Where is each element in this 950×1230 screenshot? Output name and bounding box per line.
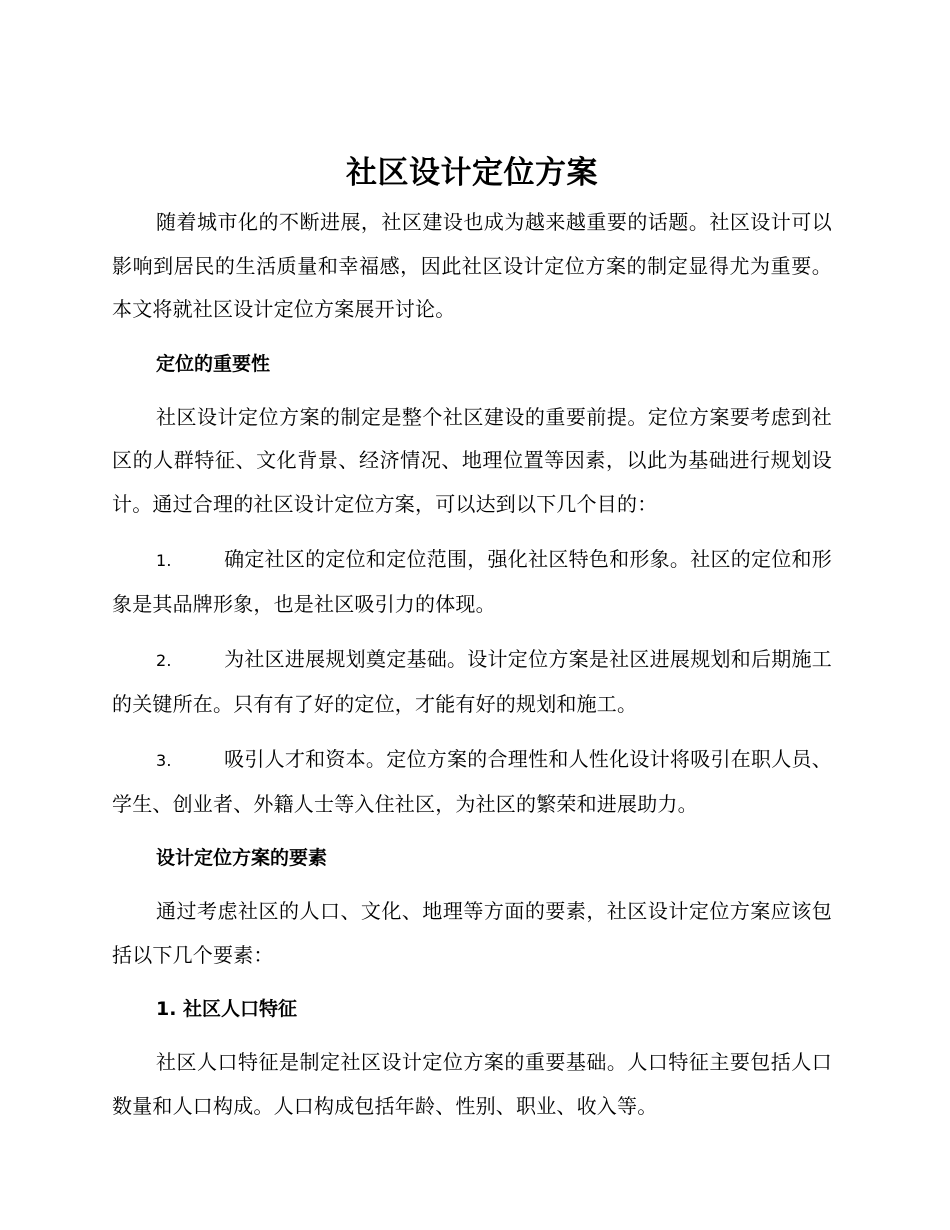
- list-item-text: 为社区进展规划奠定基础。设计定位方案是社区进展规划和后期施工的关键所在。只有有了好的定位，才能有好的规划和施工。: [112, 647, 832, 716]
- population-paragraph: 社区人口特征是制定社区设计定位方案的重要基础。人口特征主要包括人口数量和人口构成。人口构成包括年龄、性别、职业、收入等。: [112, 1050, 832, 1118]
- document-title: 社区设计定位方案: [346, 155, 598, 191]
- list-item-number: 3.: [156, 751, 172, 770]
- section-heading-importance: 定位的重要性: [156, 352, 271, 375]
- spacer: [112, 977, 832, 987]
- list-item-text: 吸引人才和资本。定位方案的合理性和人性化设计将吸引在职人员、学生、创业者、外籍人士等入住社区，为社区的繁荣和进展助力。: [112, 747, 832, 816]
- section-heading-population: 1. 社区人口特征: [156, 998, 298, 1020]
- spacer: [112, 1031, 832, 1041]
- list-item: [112, 738, 832, 826]
- list-item: [112, 538, 832, 626]
- list-item-number: 2.: [156, 651, 172, 670]
- spacer: [112, 880, 832, 890]
- elements-paragraph: 通过考虑社区的人口、文化、地理等方面的要素，社区设计定位方案应该包括以下几个要素：: [112, 899, 832, 967]
- spacer: [112, 332, 832, 342]
- list-item-number: 1.: [156, 551, 172, 570]
- intro-paragraph: 随着城市化的不断进展，社区建设也成为越来越重要的话题。社区设计可以影响到居民的生活质量和幸福感，因此社区设计定位方案的制定显得尤为重要。本文将就社区设计定位方案展开讨论。: [112, 210, 832, 321]
- list-item-text: 确定社区的定位和定位范围，强化社区特色和形象。社区的定位和形象是其品牌形象，也是社区吸引力的体现。: [112, 547, 832, 616]
- importance-paragraph: 社区设计定位方案的制定是整个社区建设的重要前提。定位方案要考虑到社区的人群特征、文化背景、经济情况、地理位置等因素，以此为基础进行规划设计。通过合理的社区设计定位方案，可以达到以下几个目的：: [112, 404, 832, 516]
- spacer: [112, 826, 832, 836]
- spacer: [112, 526, 832, 538]
- document-body: [112, 145, 832, 1128]
- spacer: [112, 386, 832, 396]
- spacer: [112, 626, 832, 638]
- section-heading-elements: 设计定位方案的要素: [156, 847, 328, 869]
- list-item: [112, 638, 832, 726]
- spacer: [112, 726, 832, 738]
